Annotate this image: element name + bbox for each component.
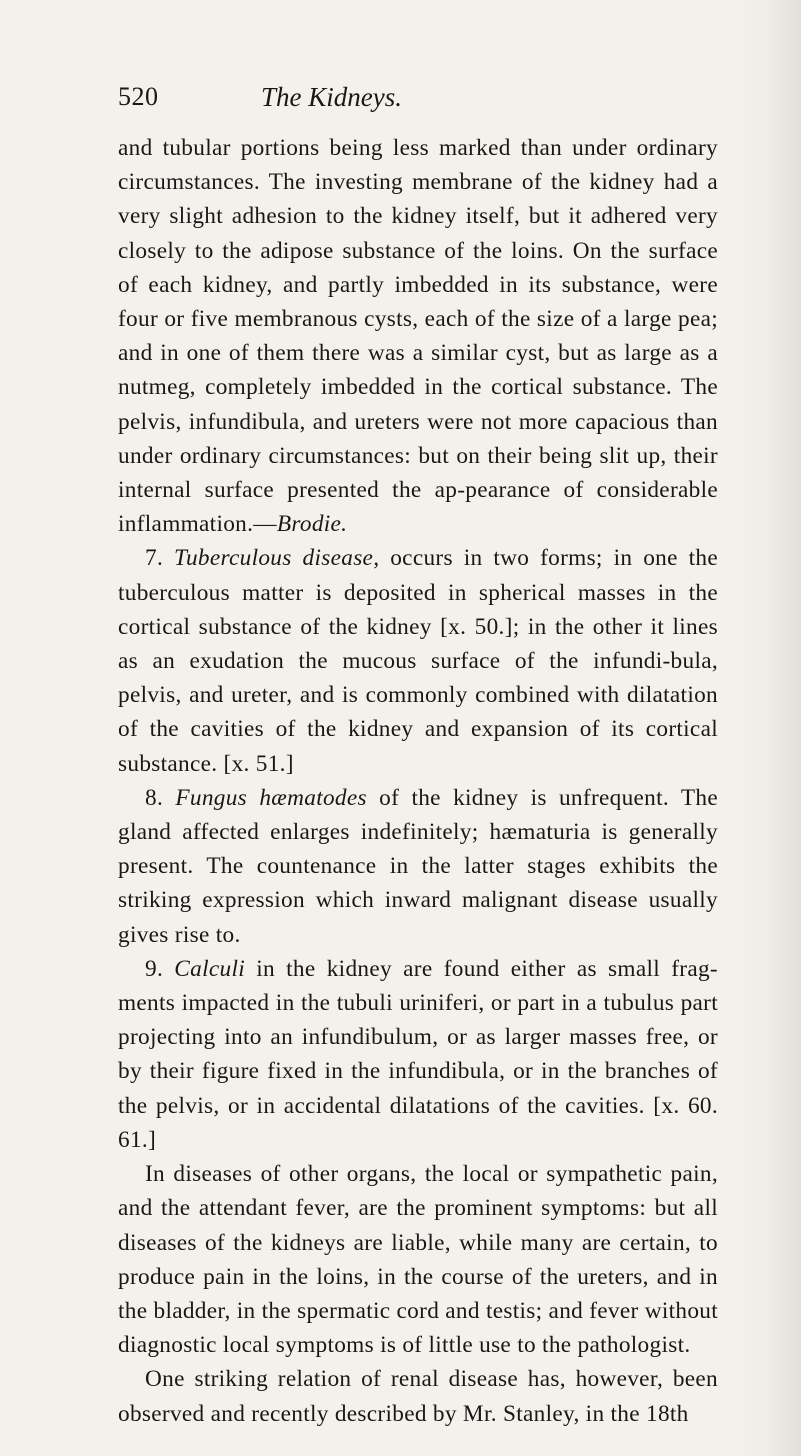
paragraph-diseases xyxy=(118,1157,718,1362)
paragraph-text: in the kidney are found either as small frag-ments impacted in the tubuli uriniferi, or part in a tubulus part projecting into an infundibulum, or as larger masses free, or by their figure fixed in the infundibula, or in the branches of the pelvis, or in accidental dilatations of the cavities. [x. 60. 61.] xyxy=(118,955,718,1153)
paragraph-continued xyxy=(118,131,718,541)
item-term: Tuberculous disease, xyxy=(173,545,380,572)
paragraph-tuberculous xyxy=(118,541,718,780)
running-title: The Kidneys. xyxy=(261,82,402,112)
item-number: 7. xyxy=(145,545,164,572)
item-number: 9. xyxy=(145,955,164,982)
item-term: Fungus hæmatodes xyxy=(175,784,367,811)
paragraph-relation xyxy=(118,1362,718,1430)
attribution: Brodie. xyxy=(276,511,348,538)
paragraph-text: of the kidney is unfrequent. The gland affected enlarges indefinitely; hæmaturia is generally present. The countenance in the latter stages exhibits the striking expression which inward malignant disease usually gives rise to. xyxy=(118,784,718,948)
paragraph-fungus xyxy=(118,781,718,952)
item-term: Calculi xyxy=(174,955,245,982)
page-edge-shadow xyxy=(731,0,801,1456)
paragraph-text: In diseases of other organs, the local or sympathetic pain, and the attendant fever, are the prominent symptoms: but all diseases of the kidneys are liable, while many are certain, to produce pain in the loins, in the course of the ureters, and in the bladder, in the spermatic cord and testis; and fever without diagnostic local symptoms is of little use to the pathologist. xyxy=(118,1161,718,1359)
running-header xyxy=(118,82,708,118)
paragraph-text: and tubular portions being less marked than under ordinary circumstances. The investing membrane of the kidney had a very slight adhesion to the kidney itself, but it adhered very closely to the adipose substance of the loins. On the surface of each kidney, and partly imbedded in its substance, were four or five membranous cysts, each of the size of a large pea; and in one of them there was a similar cyst, but as large as a nutmeg, completely imbedded in the cortical substance. The pelvis, infundibula, and ureters were not more capacious than under ordinary circumstances: but on their being slit up, their internal surface presented the ap-pearance of considerable inflammation.— xyxy=(118,135,718,538)
item-number: 8. xyxy=(145,784,164,811)
paragraph-text: One striking relation of renal disease has, however, been observed and recently described by Mr. Stanley, in the 18th xyxy=(118,1366,718,1427)
body-text xyxy=(118,131,718,1431)
page-number: 520 xyxy=(118,82,159,111)
paragraph-calculi xyxy=(118,952,718,1157)
paragraph-text: occurs in two forms; in one the tuberculous matter is deposited in spherical masses in the cortical substance of the kidney [x. 50.]; in the other it lines as an exudation the mucous surface of the infundi-bula, pelvis, and ureter, and is commonly combined with dilatation of the cavities of the kidney and expansion of its cortical substance. [x. 51.] xyxy=(118,545,719,777)
